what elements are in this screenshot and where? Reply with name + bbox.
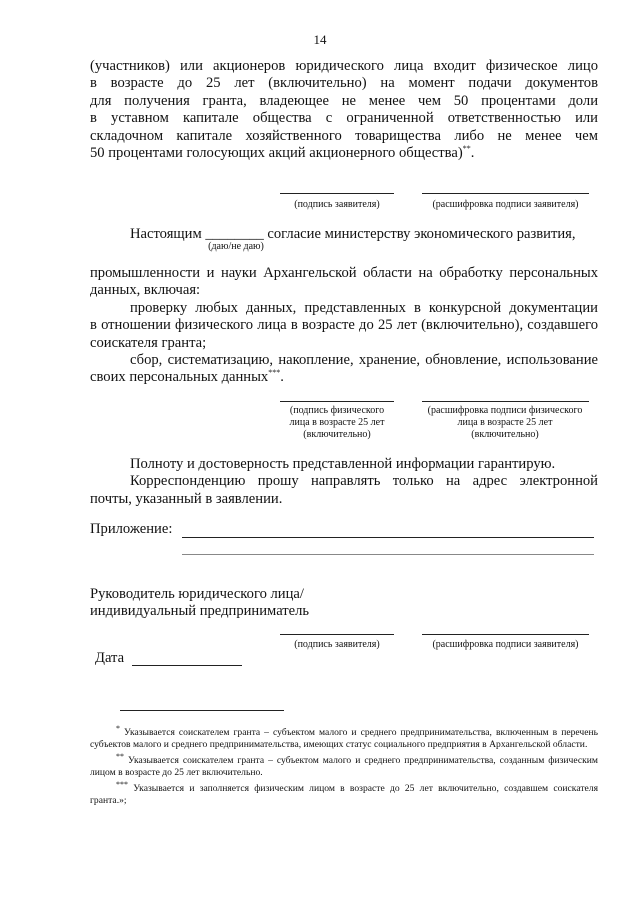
consent-blank-caption: (даю/не даю) bbox=[208, 241, 264, 252]
signature-decode-caption: (расшифровка подписи заявителя) bbox=[432, 639, 579, 650]
signature-caption: (подпись заявителя) bbox=[294, 199, 380, 210]
text-line: (участников) или акционеров юридического лица входит физическое лицо bbox=[90, 58, 598, 74]
signature-line bbox=[280, 634, 394, 635]
consent-first-line: Настоящим ________ согласие министерству экономического развития, bbox=[130, 226, 576, 242]
signature-decode-line bbox=[422, 634, 589, 635]
attachment-line[interactable] bbox=[182, 537, 594, 538]
attachment-line[interactable] bbox=[182, 554, 594, 555]
text-line-last: своих персональных данных***. bbox=[90, 368, 284, 386]
text-line: почты, указанный в заявлении. bbox=[90, 490, 283, 507]
footnote-item: *** Указывается и заполняется физическим лицом в возрасте до 25 лет включительно, создавшем соискателя гранта.»; bbox=[90, 779, 598, 807]
date-field-line[interactable] bbox=[132, 665, 242, 666]
footnotes bbox=[90, 723, 598, 807]
date-label: Дата bbox=[95, 650, 125, 666]
paragraph-guarantee bbox=[90, 456, 598, 508]
signature-decode-line bbox=[422, 193, 589, 194]
footnote-item: * Указывается соискателем гранта – субъектом малого и среднего предпринимательства, включенным в перечень субъектов малого и среднего предпринимательства, имеющих статус социального предприятия в Архангельской области. bbox=[90, 723, 598, 751]
paragraph-ownership bbox=[90, 58, 598, 162]
page-number: 14 bbox=[313, 32, 327, 47]
text-line-last: 50 процентами голосующих акций акционерного общества)**. bbox=[90, 144, 475, 162]
signature-decode-caption: (расшифровка подписи заявителя) bbox=[432, 199, 579, 210]
signature-decode-line bbox=[422, 401, 589, 402]
text-line: данных, включая: bbox=[90, 282, 201, 299]
physical-signature-decode-caption: (расшифровка подписи физического лица в возрасте 25 лет (включительно) bbox=[427, 405, 583, 440]
footnote-mark: *** bbox=[268, 368, 281, 378]
attachment-label: Приложение: bbox=[90, 521, 173, 537]
text-line: соискателя гранта; bbox=[90, 334, 207, 351]
text-line: в возрасте до 25 лет (включительно) на момент подачи документов bbox=[90, 75, 598, 92]
text-line: сбор, систематизацию, накопление, хранение, обновление, использование bbox=[130, 352, 598, 369]
text-line: промышленности и науки Архангельской области на обработку персональных bbox=[90, 265, 598, 281]
consent-blank: ________ bbox=[205, 226, 264, 242]
signature-line bbox=[280, 193, 394, 194]
signature-caption: (подпись заявителя) bbox=[294, 639, 380, 650]
text-line: Полноту и достоверность представленной информации гарантирую. bbox=[130, 456, 556, 472]
text-line: в отношении физического лица в возрасте до 25 лет (включительно), создавшего bbox=[90, 317, 598, 334]
head-title: Руководитель юридического лица/ индивидуальный предприниматель bbox=[90, 586, 310, 620]
footnote-mark: ** bbox=[462, 144, 471, 154]
paragraph-consent bbox=[90, 265, 598, 387]
physical-signature-caption: (подпись физического лица в возрасте 25 лет (включительно) bbox=[289, 405, 385, 440]
text-line: складочном капитале хозяйственного товарищества либо не менее чем bbox=[90, 127, 598, 144]
text-line: в уставном капитале общества с ограниченной ответственностью или bbox=[90, 110, 598, 127]
text-line: Корреспонденцию прошу направлять только на адрес электронной bbox=[130, 473, 598, 490]
footnote-item: ** Указывается соискателем гранта – субъектом малого и среднего предпринимательства, созданным физическим лицом в возрасте до 25 лет включительно. bbox=[90, 751, 598, 779]
signature-line bbox=[280, 401, 394, 402]
text-line: проверку любых данных, представленных в конкурсной документации bbox=[130, 299, 598, 316]
text-line: для получения гранта, владеющее не менее чем 50 процентами доли bbox=[90, 92, 598, 109]
footnote-separator bbox=[120, 710, 284, 711]
